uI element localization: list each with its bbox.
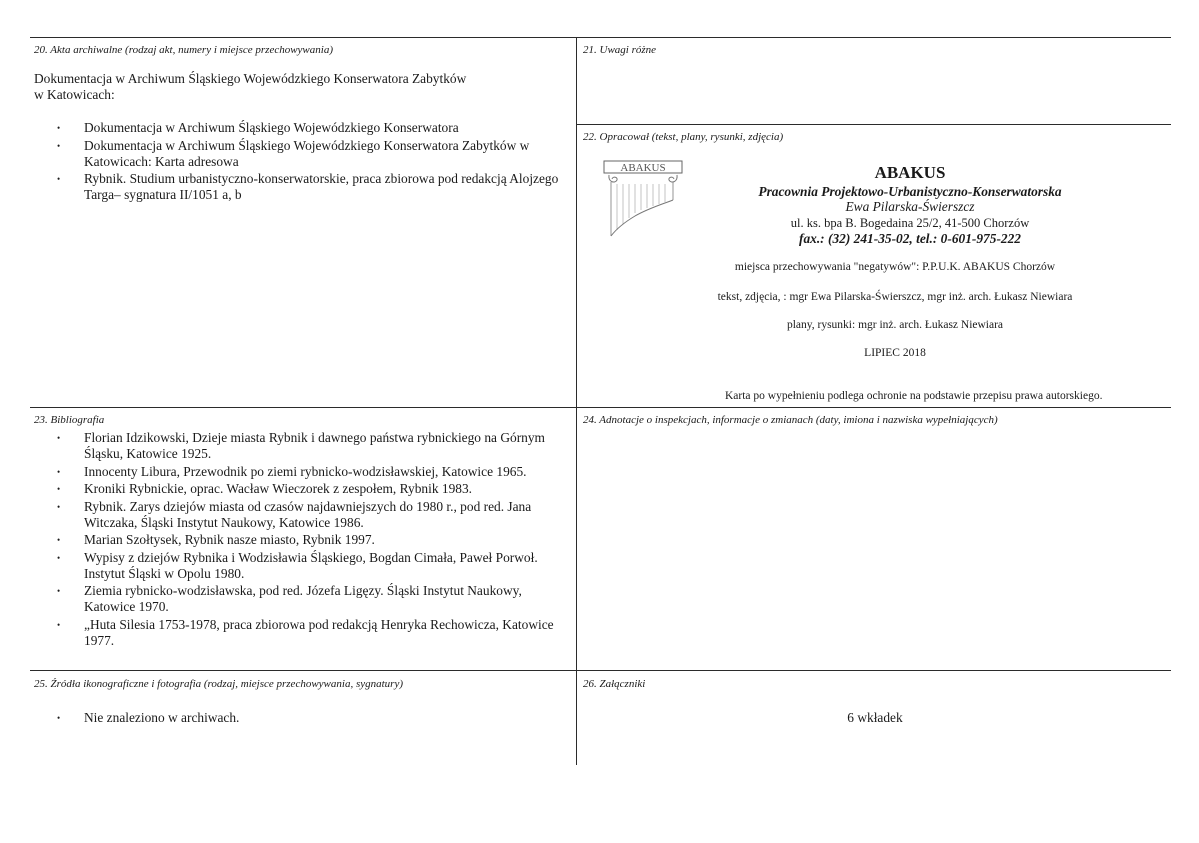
section-26-header: 26. Załączniki (583, 678, 646, 690)
list-item: • „Huta Silesia 1753-1978, praca zbiorowa pod redakcją Henryka Rechowicza, Katowice 1977. (57, 617, 567, 649)
logo-text: ABAKUS (620, 162, 666, 174)
negatives-location: miejsca przechowywania "negatywów": P.P.U.K. ABAKUS Chorzów (734, 261, 1056, 273)
list-item: • Dokumentacja w Archiwum Śląskiego Wojewódzkiego Konserwatora (57, 120, 567, 136)
bibliography-list (57, 430, 567, 650)
list-item: • Rybnik. Zarys dziejów miasta od czasów najdawniejszych do 1980 r., pod red. Jana Witczaka, Śląski Instytut Naukowy, Katowice 1986. (57, 499, 567, 531)
text-photos-authors: tekst, zdjęcia, : mgr Ewa Pilarska-Świerszcz, mgr inż. arch. Łukasz Niewiara (717, 291, 1073, 303)
list-item: • Dokumentacja w Archiwum Śląskiego Wojewódzkiego Konserwatora Zabytków w Katowicach: Karta adresowa (57, 138, 567, 170)
list-item: • Wypisy z dziejów Rybnika i Wodzisławia Śląskiego, Bogdan Cimała, Paweł Porwoł. Instytut Śląski w Opolu 1980. (57, 550, 567, 582)
date: LIPIEC 2018 (864, 347, 926, 359)
company-name: ABAKUS (874, 163, 946, 182)
list-item: • Rybnik. Studium urbanistyczno-konserwatorskie, praca zbiorowa pod redakcją Alojzego Targa– sygnatura II/1051 a, b (57, 171, 567, 203)
list-item: • Marian Szołtysek, Rybnik nasze miasto, Rybnik 1997. (57, 532, 567, 548)
company-address: ul. ks. bpa B. Bogedaina 25/2, 41-500 Chorzów (790, 216, 1030, 230)
section-25-header: 25. Źródła ikonograficzne i fotografia (rodzaj, miejsce przechowywania, sygnatury) (34, 678, 403, 690)
list-item: • Kroniki Rybnickie, oprac. Wacław Wieczorek z zespołem, Rybnik 1983. (57, 481, 567, 497)
section-20-intro-line1: Dokumentacja w Archiwum Śląskiego Wojewódzkiego Konserwatora Zabytków (34, 71, 467, 86)
column-divider (576, 37, 577, 765)
section-21-header: 21. Uwagi różne (583, 44, 657, 56)
section-22-header: 22. Opracował (tekst, plany, rysunki, zdjęcia) (583, 131, 784, 143)
plans-author: plany, rysunki: mgr inż. arch. Łukasz Niewiara (786, 319, 1004, 331)
attachments-count: 6 wkładek (847, 710, 903, 725)
copyright-note: Karta po wypełnieniu podlega ochronie na podstawie przepisu prawa autorskiego. (725, 390, 1103, 402)
divider-row1-row2 (30, 407, 1171, 408)
divider-row2-row3 (30, 670, 1171, 671)
divider-21-22 (576, 124, 1171, 125)
list-item: • Ziemia rybnicko-wodzisławska, pod red. Józefa Ligęzy. Śląski Instytut Naukowy, Katowice 1970. (57, 583, 567, 615)
section-20-header: 20. Akta archiwalne (rodzaj akt, numery i miejsce przechowywania) (34, 44, 333, 56)
abakus-logo (603, 158, 685, 240)
company-subtitle: Pracownia Projektowo-Urbanistyczno-Konserwatorska (758, 184, 1062, 199)
company-owner: Ewa Pilarska-Świerszcz (845, 199, 975, 214)
list-item: • Innocenty Libura, Przewodnik po ziemi rybnicko-wodzisławskiej, Katowice 1965. (57, 464, 567, 480)
section-20-intro-line2: w Katowicach: (34, 87, 115, 102)
list-item: • Florian Idzikowski, Dzieje miasta Rybnik i dawnego państwa rybnickiego na Górnym Śląsku, Katowice 1925. (57, 430, 567, 462)
section-20-list (57, 120, 567, 205)
top-border (30, 37, 1171, 38)
section-23-header: 23. Bibliografia (34, 414, 105, 426)
company-contact: fax.: (32) 241-35-02, tel.: 0-601-975-222 (798, 231, 1021, 246)
section-24-header: 24. Adnotacje o inspekcjach, informacje o zmianach (daty, imiona i nazwiska wypełniających) (583, 414, 998, 426)
list-item: • Nie znaleziono w archiwach. (57, 710, 567, 726)
section-25-list (57, 710, 567, 728)
